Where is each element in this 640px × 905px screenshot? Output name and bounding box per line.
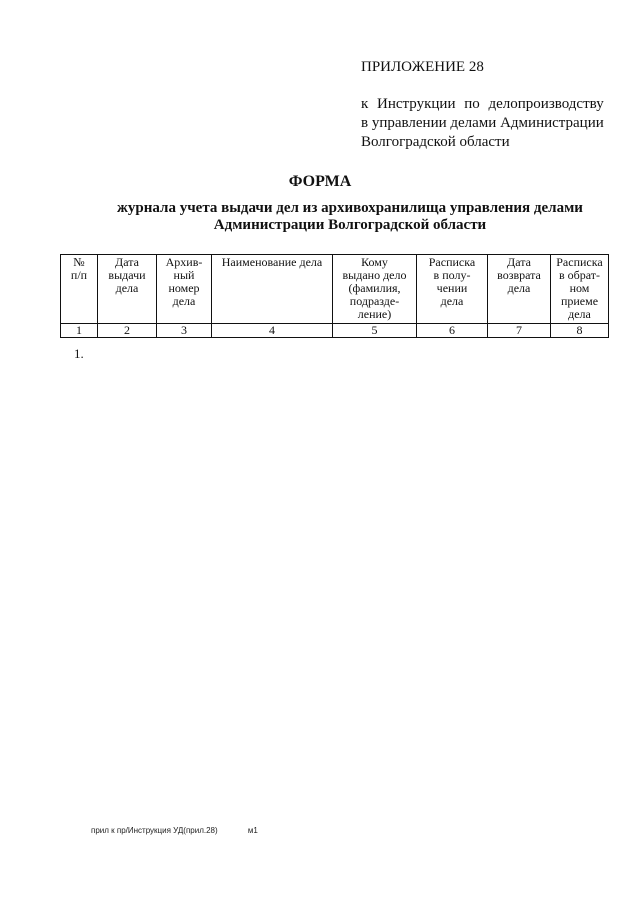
form-title: ФОРМА [288, 173, 352, 190]
appendix-line: в управлении делами Администрации [361, 115, 604, 131]
column-number-cell: 5 [333, 324, 417, 338]
appendix-block [361, 58, 631, 152]
table-header-row [61, 255, 609, 324]
column-header-issue-date: Дата выдачи дела [98, 255, 157, 324]
form-subtitle-line: Администрации Волгоградской области [213, 217, 487, 233]
column-number-cell: 8 [551, 324, 609, 338]
form-subtitle [60, 200, 640, 234]
column-number-cell: 4 [212, 324, 333, 338]
column-number-cell: 3 [157, 324, 212, 338]
footer-file-path: прил к пр/Инструкция УД(прил.28) [91, 826, 218, 835]
column-number-cell: 2 [98, 324, 157, 338]
column-header-return-date: Дата возврата дела [488, 255, 551, 324]
column-header-number: № п/п [61, 255, 98, 324]
appendix-line: Волгоградской области [361, 134, 510, 150]
column-header-archive-number: Архив- ный номер дела [157, 255, 212, 324]
column-number-cell: 1 [61, 324, 98, 338]
column-header-receipt-signature: Расписка в полу- чении дела [417, 255, 488, 324]
footer-code: м1 [247, 826, 258, 835]
column-number-cell: 6 [417, 324, 488, 338]
column-header-issued-to: Кому выдано дело (фамилия, подразде- ление) [333, 255, 417, 324]
column-number-cell: 7 [488, 324, 551, 338]
footer-note [91, 826, 258, 835]
appendix-title: ПРИЛОЖЕНИЕ 28 [361, 59, 484, 75]
column-header-return-signature: Расписка в обрат- ном приеме дела [551, 255, 609, 324]
form-subtitle-line: журнала учета выдачи дел из архивохранилища управления делами [117, 200, 583, 216]
column-header-case-name: Наименование дела [212, 255, 333, 324]
appendix-line: к Инструкции по делопроизводству [361, 96, 604, 112]
column-number-row [61, 324, 609, 338]
journal-table [60, 254, 609, 338]
first-entry-number: 1. [74, 346, 84, 361]
